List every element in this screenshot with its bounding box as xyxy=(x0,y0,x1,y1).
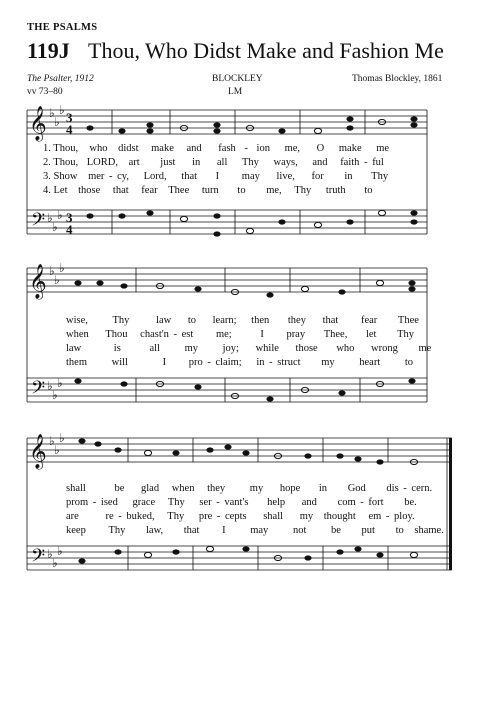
svg-text:3: 3 xyxy=(66,110,73,125)
meter: LM xyxy=(228,87,243,97)
verse-range: vv 73–80 xyxy=(27,87,63,97)
svg-text:♭: ♭ xyxy=(57,208,63,222)
lyric-line-3-1: shall be glad when they my hope in God dis - cern. xyxy=(66,483,433,494)
svg-text:3: 3 xyxy=(66,210,73,225)
svg-text:𝄢: 𝄢 xyxy=(31,210,46,235)
section-heading: THE PSALMS xyxy=(27,22,98,33)
svg-text:♭: ♭ xyxy=(57,376,63,390)
lyric-line-2-2: when Thou chast'n - est me; I pray Thee, let Thy xyxy=(66,329,415,340)
svg-text:♭: ♭ xyxy=(59,103,65,117)
lyric-line-2-3: law is all my joy; while those who wrong me xyxy=(66,343,432,354)
svg-text:♭: ♭ xyxy=(57,544,63,558)
lyric-line-1-4: 4. Let those that fear Thee turn to me, Thy truth to xyxy=(43,185,373,196)
lyric-line-1-1: 1. Thou, who didst make and fash - ion me, O make me xyxy=(43,143,390,154)
tune-name: BLOCKLEY xyxy=(212,74,263,84)
svg-text:♭: ♭ xyxy=(49,106,55,120)
svg-text:𝄞: 𝄞 xyxy=(29,434,47,469)
svg-text:𝄞: 𝄞 xyxy=(29,106,47,141)
lyric-line-3-2: prom - ised grace Thy ser - vant's help and com - fort be. xyxy=(66,497,417,508)
svg-text:♭: ♭ xyxy=(59,431,65,445)
svg-text:𝄢: 𝄢 xyxy=(31,378,46,403)
svg-text:♭: ♭ xyxy=(54,115,60,129)
svg-text:♭: ♭ xyxy=(49,264,55,278)
svg-text:4: 4 xyxy=(66,122,73,137)
svg-text:♭: ♭ xyxy=(59,261,65,275)
lyric-line-1-2: 2. Thou, LORD, art just in all Thy ways, and faith - ful xyxy=(43,157,384,168)
lyric-line-3-4: keep Thy law, that I may not be put to shame. xyxy=(66,525,444,536)
svg-text:♭: ♭ xyxy=(47,211,53,225)
svg-text:4: 4 xyxy=(66,222,73,237)
svg-text:♭: ♭ xyxy=(52,220,58,234)
svg-text:♭: ♭ xyxy=(52,388,58,402)
svg-text:♭: ♭ xyxy=(54,273,60,287)
svg-text:♭: ♭ xyxy=(52,556,58,570)
svg-text:♭: ♭ xyxy=(47,547,53,561)
hymn-title: Thou, Who Didst Make and Fashion Me xyxy=(88,38,444,63)
hymn-number: 119J xyxy=(27,38,70,63)
lyric-line-2-1: wise, Thy law to learn; then they that fear Thee xyxy=(66,315,419,326)
svg-text:𝄢: 𝄢 xyxy=(31,546,46,571)
text-source: The Psalter, 1912 xyxy=(27,74,94,84)
svg-text:♭: ♭ xyxy=(47,379,53,393)
lyric-line-1-3: 3. Show mer - cy, Lord, that I may live, for in Thy xyxy=(43,171,389,182)
composer: Thomas Blockley, 1861 xyxy=(352,74,443,84)
lyric-line-3-3: are re - buked, Thy pre - cepts shall my thought em - ploy. xyxy=(66,511,415,522)
lyric-line-2-4: them will I pro - claim; in - struct my heart to xyxy=(66,357,414,368)
svg-text:𝄞: 𝄞 xyxy=(29,264,47,299)
svg-text:♭: ♭ xyxy=(49,434,55,448)
svg-text:♭: ♭ xyxy=(54,443,60,457)
